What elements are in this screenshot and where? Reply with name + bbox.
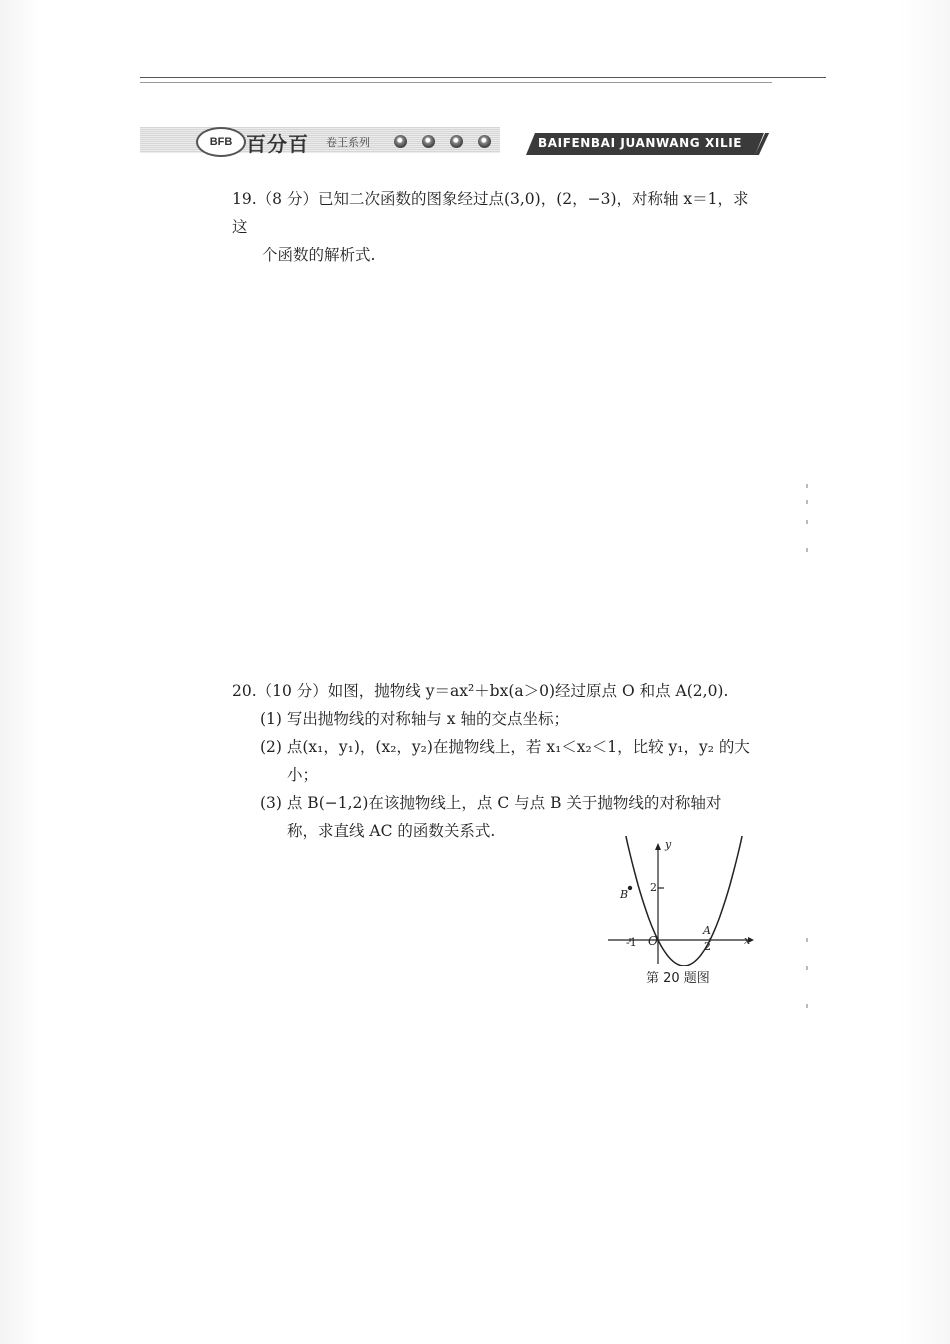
- question-text: （8 分）已知二次函数的图象经过点(3,0)，(2，−3)，对称轴 x＝1，求这: [232, 190, 749, 236]
- question-line: 个函数的解析式.: [262, 246, 376, 264]
- sub-question-3-cont: 称，求直线 AC 的函数关系式.: [287, 822, 496, 840]
- dot-icon: [422, 135, 435, 148]
- logo-text: BFB: [209, 136, 233, 148]
- sub-question-1: (1) 写出抛物线的对称轴与 x 轴的交点坐标；: [260, 710, 569, 728]
- scan-mark: [806, 520, 808, 524]
- parabola-graph: [600, 836, 760, 966]
- figure-20: [600, 836, 760, 996]
- point-b-label: B: [620, 888, 629, 901]
- tick-label-x-neg: -1: [626, 936, 637, 949]
- question-intro: （10 分）如图，抛物线 y＝ax²＋bx(a＞0)经过原点 O 和点 A(2,0).: [256, 682, 729, 700]
- top-rule: [140, 77, 826, 78]
- banner-text: BAIFENBAI JUANWANG XILIE: [538, 136, 743, 150]
- question-line: [232, 677, 762, 705]
- question-number: 19.: [232, 190, 257, 208]
- sub-question-3: (3) 点 B(−1,2)在该抛物线上，点 C 与点 B 关于抛物线的对称轴对: [260, 794, 722, 812]
- scan-mark: [806, 500, 808, 504]
- scan-mark: [806, 484, 808, 488]
- dot-icon: [478, 135, 491, 148]
- logo: [196, 127, 246, 157]
- scan-mark: [806, 548, 808, 552]
- question-number: 20.: [232, 682, 257, 700]
- page-header: [140, 124, 772, 158]
- sub-question-2-cont: 小；: [287, 766, 319, 784]
- brand-name: 百分百: [246, 132, 309, 156]
- y-axis-arrow: [655, 843, 661, 850]
- question-19: [232, 185, 762, 269]
- series-label: 卷王系列: [326, 136, 370, 149]
- x-axis-label: x: [744, 934, 751, 947]
- question-line: [232, 185, 762, 241]
- dot-icon: [450, 135, 463, 148]
- question-20: [232, 677, 762, 845]
- parabola-curve: [622, 836, 747, 966]
- sub-question-2: (2) 点(x₁，y₁)，(x₂，y₂)在抛物线上，若 x₁＜x₂＜1，比较 y₁，y₂ 的大: [260, 738, 750, 756]
- origin-label: O: [648, 934, 658, 948]
- header-dots: [394, 135, 491, 148]
- scan-mark: [806, 938, 808, 942]
- point-b-marker: [628, 886, 632, 890]
- top-rule-inner: [140, 82, 772, 83]
- scan-mark: [806, 1004, 808, 1008]
- tick-label-x-pos: 2: [704, 940, 711, 953]
- dot-icon: [394, 135, 407, 148]
- tick-label-y: 2: [650, 881, 657, 894]
- scan-mark: [806, 966, 808, 970]
- figure-caption: 第 20 题图: [646, 971, 710, 986]
- y-axis-label: y: [665, 838, 672, 851]
- point-a-label: A: [703, 924, 711, 937]
